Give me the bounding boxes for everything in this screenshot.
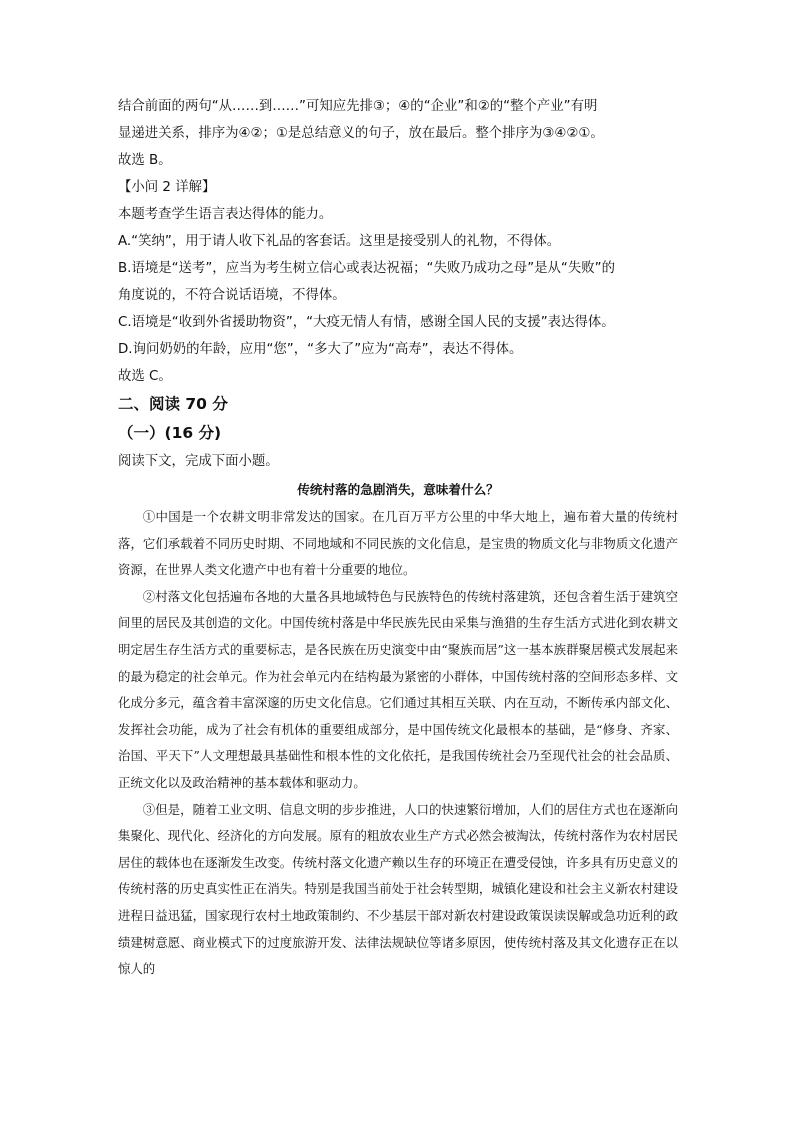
answer-line: 角度说的，不符合说话语境，不得体。 [118, 288, 346, 303]
article-paragraph: ②村落文化包括遍布各地的大量各具地域特色与民族特色的传统村落建筑，还包含着生活于建筑空间里的居民及其创造的文化。中国传统村落是中华民族先民由采集与渔猎的生存生活方式进化到农耕文明定居生存生活方式的重要标志，是各民族在历史演变中由“聚族而居”这一基本族群聚居模式发展起来的最为稳定的社会单元。作为社会单元内在结构最为紧密的小群体，中国传统村落的空间形态多样、文化成分多元，蕴含着丰富深邃的历史文化信息。它们通过其相互关联、内在互动，不断传承内部文化、发挥社会功能，成为了社会有机体的重要组成部分，是中国传统文化最根本的基础，是“修身、齐家、治国、平天下”人文理想最具基础性和根本性的文化依托，是我国传统社会乃至现代社会的社会品质、正统文化以及政治精神的基本载体和驱动力。 [118, 588, 678, 790]
document-body [118, 93, 678, 983]
answer-line: 故选 C。 [118, 369, 172, 384]
answer-line: 结合前面的两句“从……到……”可知应先排③；④的“企业”和②的“整个产业”有明 [118, 99, 598, 114]
article-paragraph: ③但是，随着工业文明、信息文明的步步推进，人口的快速繁衍增加，人们的居住方式也在逐渐向集聚化、现代化、经济化的方向发展。原有的粗放农业生产方式必然会被淘汰，传统村落作为农村居民居住的载体也在逐渐发生改变。传统村落文化遗产赖以生存的环境正在遭受侵蚀，许多具有历史意义的传统村落的历史真实性正在消失。特别是我国当前处于社会转型期，城镇化建设和社会主义新农村建设进程日益迅猛，国家现行农村土地政策制约、不少基层干部对新农村建设政策误读误解或急功近利的政绩建树意愿、商业模式下的过度旅游开发、法律法规缺位等诸多原因，使传统村落及其文化遗存正在以惊人的 [118, 801, 678, 977]
answer-line: 本题考查学生语言表达得体的能力。 [118, 207, 333, 222]
answer-line: 故选 B。 [118, 153, 172, 168]
instruction-text: 阅读下文，完成下面小题。 [118, 454, 279, 469]
answer-line: B.语境是“送考”，应当为考生树立信心或表达祝福；“失败乃成功之母”是从“失败”的 [118, 261, 615, 276]
answer-line: C.语境是“收到外省援助物资”，“大疫无情人有情，感谢全国人民的支援”表达得体。 [118, 315, 615, 330]
sub-heading: （一）(16 分) [118, 424, 222, 442]
answer-line: 【小问 2 详解】 [118, 180, 216, 195]
article-paragraph: ①中国是一个农耕文明非常发达的国家。在几百万平方公里的中华大地上，遍布着大量的传统村落，它们承载着不同历史时期、不同地域和不同民族的文化信息，是宝贵的物质文化与非物质文化遗产资源，在世界人类文化遗产中也有着十分重要的地位。 [118, 509, 678, 578]
article-title: 传统村落的急剧消失，意味着什么？ [297, 482, 499, 497]
answer-line: D.询问奶奶的年龄，应用“您”，“多大了”应为“高寿”，表达不得体。 [118, 342, 523, 357]
answer-line: 显递进关系，排序为④②；①是总结意义的句子，放在最后。整个排序为③④②①。 [118, 126, 604, 141]
answer-line: A.“笑纳”，用于请人收下礼品的客套话。这里是接受别人的礼物，不得体。 [118, 234, 561, 249]
section-heading: 二、阅读 70 分 [118, 395, 228, 413]
